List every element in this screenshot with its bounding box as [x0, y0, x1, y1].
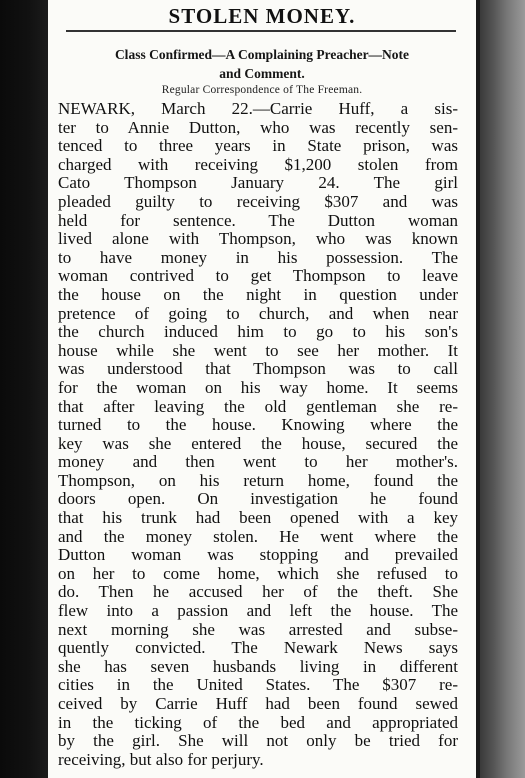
- article-line: to have money in his possession. The: [58, 247, 458, 267]
- article-line: quently convicted. The Newark News says: [58, 638, 458, 658]
- article-line: was understood that Thompson was to call: [58, 359, 458, 379]
- article-line: ceived by Carrie Huff had been found sewed: [58, 694, 458, 713]
- article-byline: Regular Correspondence of The Freeman.: [161, 84, 363, 96]
- cut-off-next-line: [58, 770, 458, 778]
- article-line: the house on the night in question under: [58, 284, 458, 304]
- article-line: in the ticking of the bed and appropriated: [58, 712, 458, 732]
- article-line: for the woman on his way home. It seems: [58, 377, 458, 397]
- article-line: charged with receiving $1,200 stolen from: [58, 154, 458, 174]
- article-line: Cato Thompson January 24. The girl: [58, 173, 458, 193]
- article-body: [58, 100, 458, 769]
- article-line: she has seven husbands living in different: [58, 656, 458, 676]
- article-line: pleaded guilty to receiving $307 and was: [58, 191, 458, 211]
- article-line: and the money stolen. He went where the: [58, 526, 458, 546]
- article-line: pretence of going to church, and when near: [58, 303, 458, 323]
- article-line: lived alone with Thompson, who was known: [58, 229, 458, 249]
- article-line: Dutton woman was stopping and prevailed: [58, 545, 458, 565]
- article-line: money and then went to her mother's.: [58, 452, 458, 472]
- article-line: that his trunk had been opened with a key: [58, 508, 458, 528]
- article-line: ter to Annie Dutton, who was recently sen-: [58, 117, 458, 137]
- article-line: next morning she was arrested and subse-: [58, 619, 458, 639]
- article-line: do. Then he accused her of the theft. She: [58, 582, 458, 602]
- article-line: receiving, but also for perjury.: [58, 749, 264, 769]
- article-line: on her to come home, which she refused to: [58, 563, 458, 583]
- article-line: doors open. On investigation he found: [58, 489, 458, 509]
- subhead-line-1: Class Confirmed—A Complaining Preacher—Note: [114, 47, 410, 62]
- article-headline: STOLEN MONEY.: [168, 4, 356, 28]
- article-subhead: [62, 45, 462, 83]
- article-line: flew into a passion and left the house. The: [58, 601, 458, 621]
- left-margin-bar: [0, 0, 48, 778]
- article-line: cities in the United States. The $307 re-: [58, 675, 458, 695]
- article-line: turned to the house. Knowing where the: [58, 415, 458, 435]
- subhead-line-2: and Comment.: [219, 66, 305, 81]
- newspaper-clipping: [48, 0, 476, 778]
- article-line: Thompson, on his return home, found the: [58, 470, 458, 490]
- right-margin-bar: [480, 0, 525, 778]
- article-line: NEWARK, March 22.—Carrie Huff, a sis-: [58, 99, 458, 118]
- article-line: woman contrived to get Thompson to leave: [58, 266, 458, 286]
- article-line: tenced to three years in State prison, was: [58, 136, 458, 156]
- article-line: key was she entered the house, secured the: [58, 433, 458, 453]
- article-line: house while she went to see her mother. It: [58, 340, 458, 360]
- article-line: that after leaving the old gentleman she re-: [58, 396, 458, 416]
- article-line: by the girl. She will not only be tried for: [58, 731, 458, 751]
- article-line: the church induced him to go to his son's: [58, 322, 458, 342]
- headline-rule: [66, 30, 456, 32]
- article-line: held for sentence. The Dutton woman: [58, 210, 458, 230]
